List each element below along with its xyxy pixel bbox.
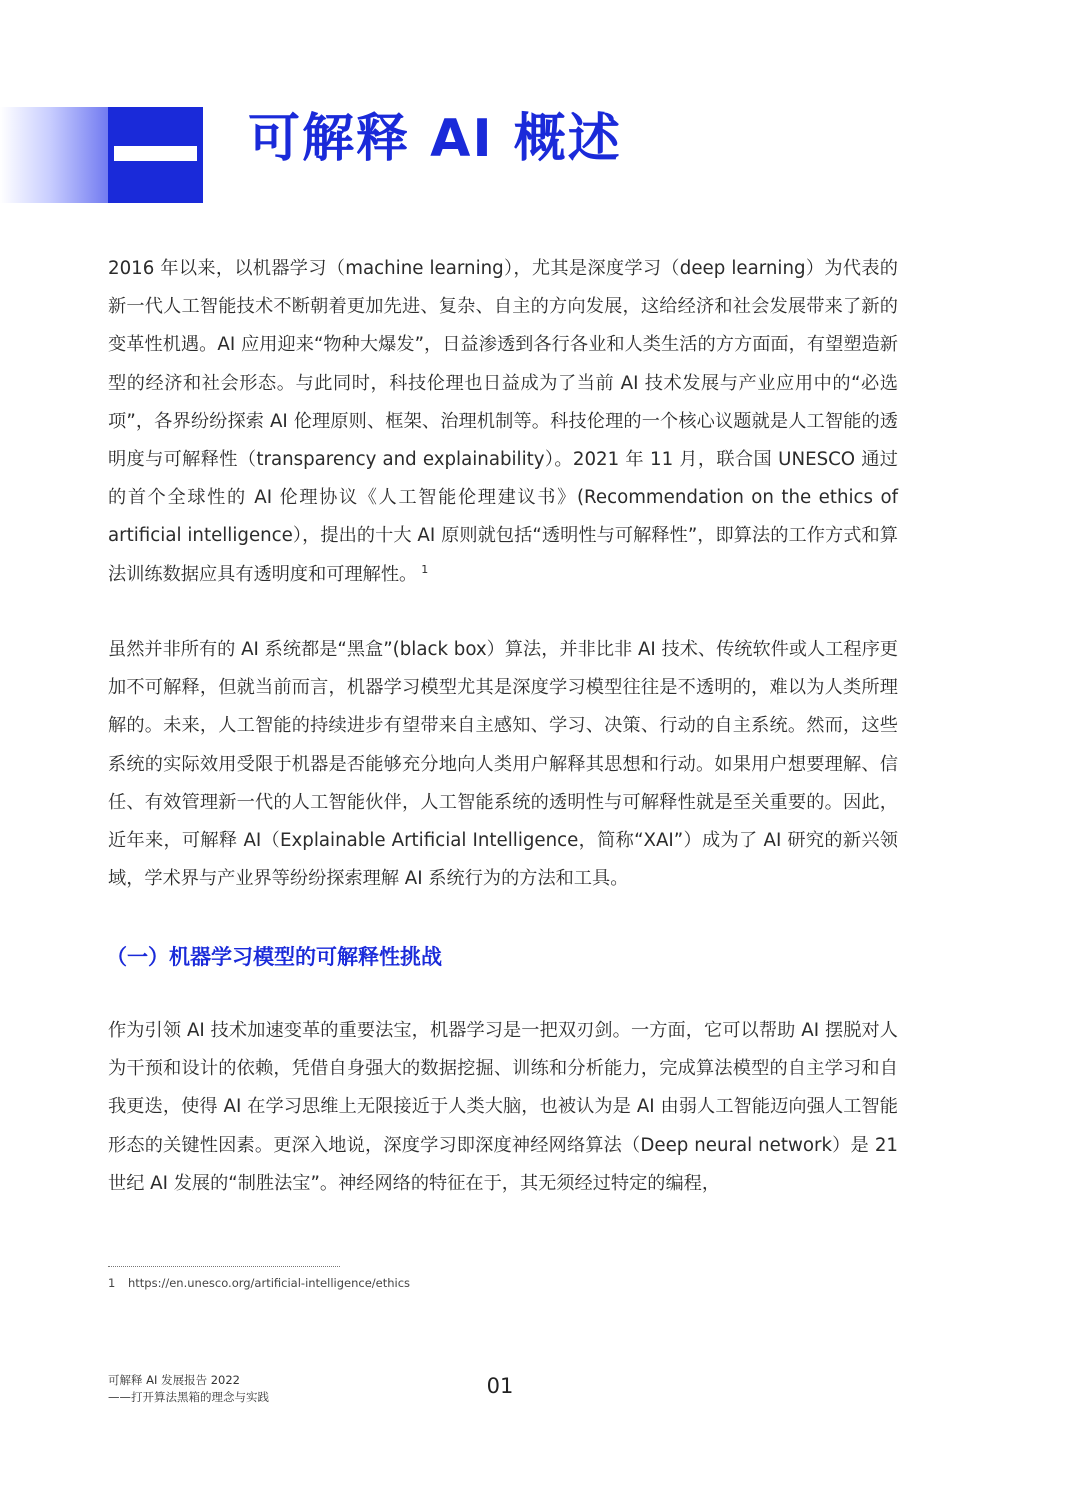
page-number: 01 [486, 1374, 514, 1398]
page-title: 可解释 AI 概述 [248, 109, 622, 169]
header-gradient-bar [0, 107, 110, 203]
body-paragraph-1-text: 2016 年以来，以机器学习（machine learning），尤其是深度学习（deep learning）为代表的新一代人工智能技术不断朝着更加先进、复杂、自主的方向发展，这给经济和社会发展带来了新的变革性机遇。AI 应用迎来“物种大爆发”，日益渗透到各行各业和人类生活的方方面面，有望塑造新型的经济和社会形态。与此同时，科技伦理也日益成为了当前 AI 技术发展与产业应用中的“必选项”，各界纷纷探索 AI 伦理原则、框架、治理机制等。科技伦理的一个核心议题就是人工智能的透明度与可解释性（transparency and explainability）。2021 年 11 月，联合国 UNESCO 通过的首个全球性的 AI 伦理协议《人工智能伦理建议书》(Recommendation on the ethics of artificial intelligence），提出的十大 AI 原则就包括“透明性与可解释性”，即算法的工作方式和算法训练数据应具有透明度和可理解性。 [108, 258, 898, 585]
body-paragraph-1 [108, 250, 898, 594]
report-title: 可解释 AI 发展报告 2022 [108, 1373, 240, 1387]
body-paragraph-2: 虽然并非所有的 AI 系统都是“黑盒”(black box）算法，并非比非 AI 技术、传统软件或人工程序更加不可解释，但就当前而言，机器学习模型尤其是深度学习模型往往是不透明的，难以为人类所理解的。未来，人工智能的持续进步有望带来自主感知、学习、决策、行动的自主系统。然而，这些系统的实际效用受限于机器是否能够充分地向人类用户解释其思想和行动。如果用户想要理解、信任、有效管理新一代的人工智能伙伴，人工智能系统的透明性与可解释性就是至关重要的。因此，近年来，可解释 AI（Explainable Artificial Intelligence，简称“XAI”）成为了 AI 研究的新兴领域，学术界与产业界等纷纷探索理解 AI 系统行为的方法和工具。 [108, 639, 898, 890]
footnote-reference[interactable]: 1 [421, 562, 429, 576]
footnote-number: 1 [108, 1276, 116, 1290]
chapter-number-mark [114, 146, 197, 161]
footnote-divider [108, 1266, 340, 1267]
section-heading: （一）机器学习模型的可解释性挑战 [106, 945, 442, 969]
report-subtitle: ——打开算法黑箱的理念与实践 [108, 1390, 269, 1404]
body-paragraph-3: 作为引领 AI 技术加速变革的重要法宝，机器学习是一把双刃剑。一方面，它可以帮助 AI 摆脱对人为干预和设计的依赖，凭借自身强大的数据挖掘、训练和分析能力，完成算法模型的自主学习和自我更迭，使得 AI 在学习思维上无限接近于人类大脑，也被认为是 AI 由弱人工智能迈向强人工智能形态的关键性因素。更深入地说，深度学习即深度神经网络算法（Deep neural network）是 21 世纪 AI 发展的“制胜法宝”。神经网络的特征在于，其无须经过特定的编程， [108, 1020, 898, 1194]
footnote [108, 1274, 410, 1292]
footnote-link[interactable]: https://en.unesco.org/artificial-intelligence/ethics [128, 1276, 411, 1290]
